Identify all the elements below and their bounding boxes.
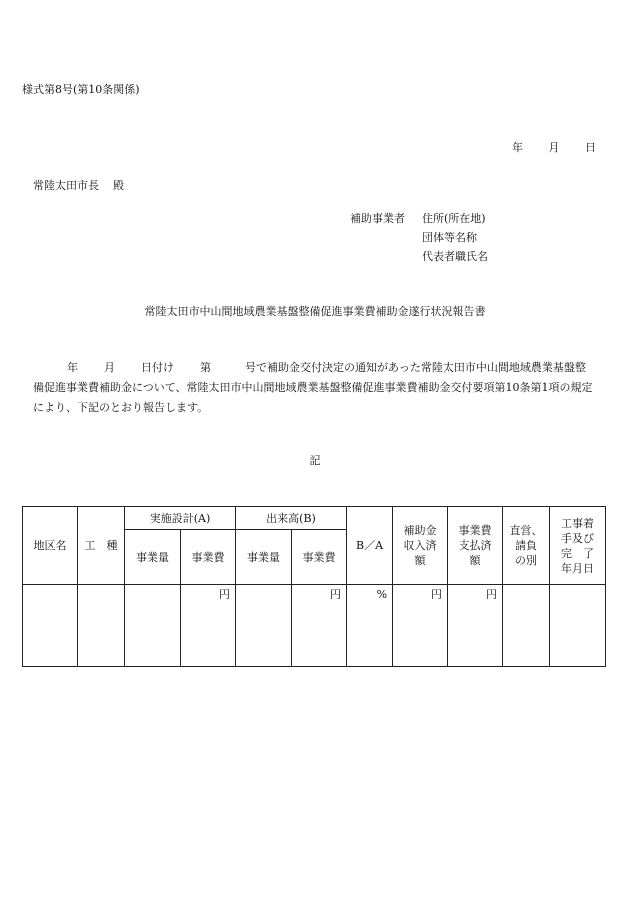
applicant-rep-label: 代表者職氏名 [422, 250, 488, 263]
applicant-address-label: 住所(所在地) [422, 212, 486, 225]
date-year: 年 [512, 141, 523, 154]
header-cost-paid-line: 事業費 [458, 524, 492, 537]
header-cost-paid-line: 額 [469, 554, 481, 567]
date-day: 日 [585, 141, 596, 154]
body-paragraph [33, 358, 593, 418]
header-direct [503, 507, 550, 585]
addressee [33, 177, 124, 193]
cell-plan-cost[interactable] [181, 585, 236, 667]
cell-subsidy-received[interactable] [393, 585, 448, 667]
header-work-type: 工 種 [78, 507, 125, 585]
cell-actual-quantity[interactable] [236, 585, 292, 667]
body-sentence: 号で補助金交付決定の通知があった常陸太田市中山間地域農業基盤整備促進事業費補助金について、常陸太田市中山間地域農業基盤整備促進事業費補助金交付要項第10条第1項の規定により、下記のとおり報告します。 [33, 361, 593, 414]
header-cost-paid-line: 支払済 [458, 539, 492, 552]
applicant-block [350, 210, 488, 267]
unit-yen: 円 [330, 588, 342, 601]
cell-cost-paid[interactable] [448, 585, 503, 667]
cell-direct[interactable] [503, 585, 550, 667]
header-plan: 実施設計(A) [125, 507, 236, 530]
header-actual: 出来高(B) [236, 507, 347, 530]
cell-actual-cost[interactable] [292, 585, 347, 667]
body-year: 年 [67, 361, 78, 374]
header-subsidy-received-line: 額 [414, 554, 426, 567]
cell-plan-quantity[interactable] [125, 585, 181, 667]
unit-yen: 円 [219, 588, 230, 601]
header-actual-quantity: 事業量 [236, 530, 292, 585]
ki-heading: 記 [309, 454, 321, 467]
header-dates-line: 年月日 [561, 561, 595, 575]
applicant-role: 補助事業者 [350, 212, 405, 225]
header-subsidy-received-line: 収入済 [403, 539, 437, 552]
document-title: 常陸太田市中山間地域農業基盤整備促進事業費補助金遂行状況報告書 [144, 305, 486, 318]
unit-yen: 円 [431, 588, 443, 601]
addressee-name: 常陸太田市長 [33, 179, 99, 192]
unit-yen: 円 [486, 588, 498, 601]
cell-ratio[interactable] [347, 585, 393, 667]
header-dates-line: 工事着 [561, 516, 595, 530]
header-ratio: B／A [347, 507, 393, 585]
cell-district[interactable] [23, 585, 78, 667]
header-direct-line: 直営、 [509, 524, 543, 537]
header-plan-cost: 事業費 [181, 530, 236, 585]
header-subsidy-received-line: 補助金 [403, 524, 437, 537]
header-direct-line: 請負 [515, 539, 538, 552]
applicant-org-label: 団体等名称 [422, 231, 477, 244]
header-subsidy-received [393, 507, 448, 585]
date-line [498, 139, 596, 155]
body-dated: 日付け [141, 361, 174, 374]
body-no-prefix: 第 [200, 361, 211, 374]
header-dates-line: 手及び [561, 531, 595, 545]
report-table [22, 506, 606, 667]
header-actual-cost: 事業費 [292, 530, 347, 585]
unit-percent: % [376, 588, 388, 601]
header-district: 地区名 [23, 507, 78, 585]
header-plan-quantity: 事業量 [125, 530, 181, 585]
cell-work-type[interactable] [78, 585, 125, 667]
header-cost-paid [448, 507, 503, 585]
header-direct-line: の別 [515, 554, 538, 567]
date-month: 月 [548, 141, 560, 154]
header-dates-line: 完 了 [561, 546, 595, 560]
body-month: 月 [104, 361, 115, 374]
header-dates [550, 507, 606, 585]
cell-dates[interactable] [550, 585, 606, 667]
form-number: 様式第8号(第10条関係) [22, 83, 140, 96]
addressee-honorific: 殿 [113, 179, 124, 192]
